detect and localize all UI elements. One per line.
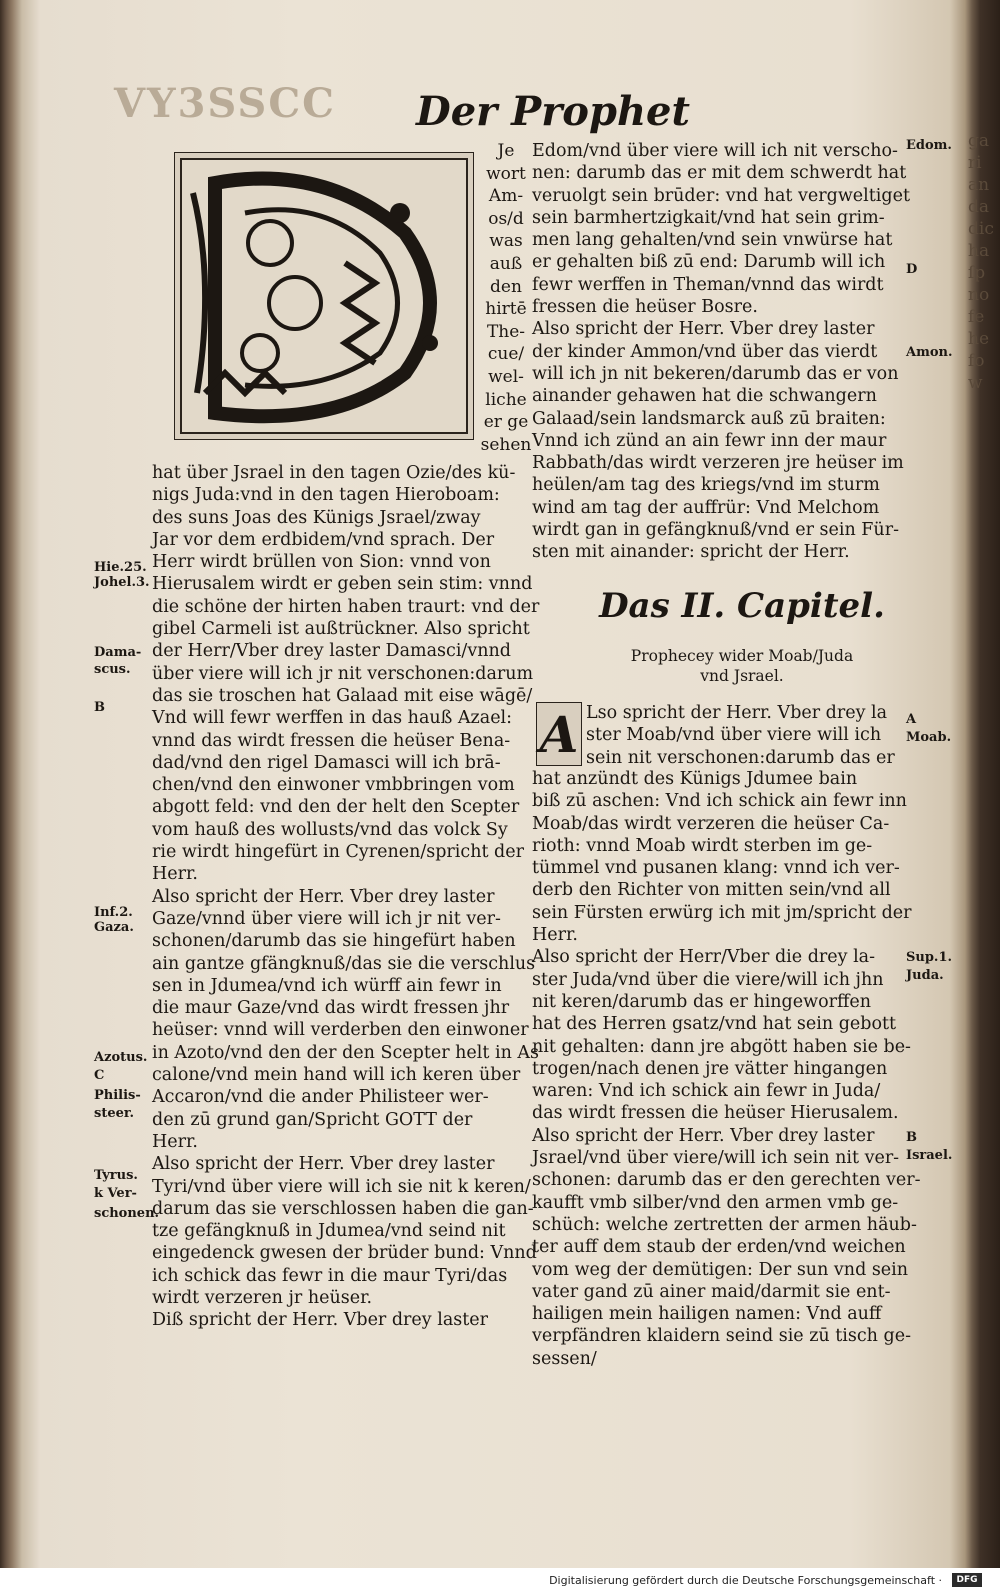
margin-note: Israel.: [906, 1148, 953, 1163]
text-line: hat anzündt des Künigs Jdumee bain: [532, 769, 858, 789]
text-line: nit keren/darumb das er hingeworffen: [532, 991, 872, 1012]
text-line: schonen: darumb das er den gerechten ver-: [532, 1170, 921, 1191]
text-line: Diß spricht der Herr. Vber drey laster: [152, 1310, 488, 1331]
col2-text-bottom: [532, 768, 952, 1370]
text-line: der Herr/Vber drey laster Damasci/vnnd: [152, 641, 511, 662]
text-line: waren: Vnd ich schick ain fewr in Juda/: [532, 1081, 881, 1102]
text-line: sen in Jdumea/vnd ich würff ain fewr in: [152, 975, 502, 996]
text-line: sehen: [480, 434, 532, 455]
text-line: wind am tag der auffrür: Vnd Melchom: [532, 497, 880, 518]
text-line: Galaad/sein landsmarck auß zū braiten:: [532, 408, 886, 429]
initial-letter: [175, 153, 176, 154]
text-line: das sie troschen hat Galaad mit eise wāgē/: [152, 685, 533, 706]
chapter-subtitle-line: Prophecey wider Moab/Juda: [630, 647, 854, 665]
text-line: Vnnd ich zünd an ain fewr inn der maur: [532, 430, 887, 451]
text-line: Edom/vnd über viere will ich nit verscho-: [532, 141, 898, 161]
text-line: schüch: welche zertretten der armen häub-: [532, 1214, 917, 1235]
text-line: schonen/darumb das sie hingefürt haben: [152, 931, 516, 952]
text-line: in Azoto/vnd den der den Scepter helt in As: [152, 1042, 540, 1063]
text-line: hirtē: [485, 299, 527, 320]
text-line: fressen die heüser Bosre.: [532, 297, 758, 318]
footer-bar: [0, 1568, 1000, 1594]
col1-text: [152, 462, 552, 1332]
margin-note: Philis-: [94, 1088, 141, 1103]
text-line: Also spricht der Herr. Vber drey laster: [532, 319, 875, 340]
text-line: verpfändren klaidern seind sie zū tisch ge-: [532, 1326, 911, 1347]
margin-note: Edom.: [906, 138, 952, 153]
left-page: [34, 0, 966, 1568]
text-line: wort: [486, 163, 526, 184]
text-line: ter auff dem staub der erden/vnd weichen: [532, 1237, 906, 1258]
margin-note: k Ver-: [94, 1186, 137, 1201]
text-line: nit gehalten: dann jre abgött haben sie be-: [532, 1036, 911, 1057]
margin-note: B: [94, 700, 105, 715]
margin-note: Sup.1.: [906, 950, 953, 965]
text-line: den: [490, 276, 522, 297]
text-line: Accaron/vnd die ander Philisteer wer-: [152, 1087, 489, 1108]
text-line: Also spricht der Herr. Vber drey laster: [532, 1125, 875, 1146]
text-line: heüser: vnnd will verderben den einwoner: [152, 1020, 529, 1041]
margin-note: Amon.: [906, 345, 953, 360]
margin-note: schonen.: [94, 1206, 160, 1221]
text-line: die maur Gaze/vnd das wirdt fressen jhr: [152, 998, 510, 1019]
text-line: ich schick das fewr in die maur Tyri/das: [152, 1265, 508, 1286]
text-line: den zū grund gan/Spricht GOTT der: [152, 1109, 473, 1130]
text-line: veruolgt sein brūder: vnd hat vergweltiget: [532, 185, 910, 206]
text-line: liche: [485, 389, 527, 410]
text-line: Hierusalem wirdt er geben sein stim: vnnd: [152, 574, 533, 595]
text-line: Gaze/vnnd über viere will ich jr nit ver-: [152, 908, 501, 929]
running-head: Der Prophet: [416, 88, 690, 135]
text-line: Herr wirdt brüllen von Sion: vnnd von: [152, 552, 491, 573]
text-line: über viere will ich jr nit verschonen:darum: [152, 663, 534, 684]
margin-note: Azotus.: [94, 1050, 148, 1065]
text-line: hat über Jsrael in den tagen Ozie/des kü-: [152, 463, 516, 483]
text-line: rioth: vnnd Moab wirdt sterben im ge-: [532, 835, 873, 856]
text-line: Rabbath/das wirdt verzeren jre heüser im: [532, 453, 904, 474]
text-line: Also spricht der Herr/Vber die drey la-: [532, 947, 876, 968]
text-line: ster Juda/vnd über die viere/will ich jhn: [532, 969, 884, 990]
margin-note: Juda.: [906, 968, 944, 983]
text-line: wirdt gan in gefängknuß/vnd er sein Für-: [532, 520, 899, 541]
text-line: auß: [489, 253, 523, 274]
text-line: ain gantze gfängknuß/das sie die verschlus: [152, 953, 536, 974]
col2-margin-notes: [906, 0, 964, 1400]
text-line: os/d: [488, 208, 524, 229]
facing-page-edge: ga ri an da dic ha ſp no fe he fo w: [968, 131, 994, 393]
dfg-logo: DFG: [952, 1573, 982, 1587]
decorative-initial: [174, 152, 474, 440]
text-line: wirdt verzeren jr heüser.: [152, 1287, 373, 1308]
footer-text: Digitalisierung gefördert durch die Deutsche Forschungsgemeinschaft ·: [549, 1574, 942, 1587]
text-line: dad/vnd den rigel Damasci will ich brā-: [152, 752, 501, 773]
text-line: hailigen mein hailigen namen: Vnd auff: [532, 1304, 882, 1325]
text-line: Also spricht der Herr. Vber drey laster: [152, 886, 495, 907]
text-line: Jar vor dem erdbidem/vnd sprach. Der: [152, 529, 495, 550]
text-line: hat des Herren gsatz/vnd hat sein gebott: [532, 1014, 897, 1035]
text-line: gibel Carmeli ist außtrückner. Also spricht: [152, 619, 530, 640]
text-line: des suns Joas des Künigs Jsrael/zway: [152, 507, 481, 528]
text-line: darum das sie verschlossen haben die gan-: [152, 1198, 534, 1219]
margin-note: Moab.: [906, 730, 952, 745]
margin-note: scus.: [94, 662, 131, 677]
text-line: abgott feld: vnd den der helt den Scepter: [152, 797, 520, 818]
text-line: Herr.: [532, 925, 578, 946]
col2-text-top: [532, 140, 952, 564]
text-line: er gehalten biß zū end: Darumb will ich: [532, 252, 886, 273]
text-line: die schöne der hirten haben traurt: vnd der: [152, 596, 540, 617]
text-line: sein nit verschonen:darumb das er: [586, 747, 895, 768]
text-line: chen/vnd den einwoner vmbbringen vom: [152, 775, 515, 796]
text-line: fewr werffen in Theman/vnnd das wirdt: [532, 274, 884, 295]
text-line: ster Moab/vnd über viere will ich: [586, 725, 882, 746]
col2-init-lines: [586, 702, 952, 769]
text-line: sten mit ainander: spricht der Herr.: [532, 542, 850, 563]
text-line: nen: darumb das er mit dem schwerdt hat: [532, 163, 907, 184]
text-line: vom hauß des wollusts/vnd das volck Sy: [152, 819, 508, 840]
margin-note: A: [906, 712, 917, 727]
text-line: men lang gehalten/vnd sein vnwürse hat: [532, 230, 893, 251]
text-line: eingedenck gwesen der brüder bund: Vnnd: [152, 1243, 537, 1264]
text-line: rie wirdt hingefürt in Cyrenen/spricht der: [152, 842, 524, 863]
text-line: biß zū aschen: Vnd ich schick ain fewr inn: [532, 791, 907, 812]
chapter-subtitle-line: vnd Jsrael.: [700, 667, 784, 685]
text-line: calone/vnd mein hand will ich keren über: [152, 1065, 521, 1086]
text-line: Je: [497, 141, 515, 161]
margin-note: Johel.3.: [94, 575, 150, 590]
text-line: Herr.: [152, 1131, 198, 1152]
text-line: der kinder Ammon/vnd über das vierdt: [532, 341, 878, 362]
text-line: vom weg der demütigen: Der sun vnd sein: [532, 1259, 909, 1280]
text-line: trogen/nach denen jre vätter hingangen: [532, 1058, 888, 1079]
margin-note: Dama-: [94, 645, 142, 660]
bleed-through-text: VY3SSCC: [114, 80, 336, 127]
text-line: nigs Juda:vnd in den tagen Hieroboam:: [152, 485, 500, 506]
text-line: sein Fürsten erwürg ich mit jm/spricht der: [532, 902, 912, 923]
text-line: Lso spricht der Herr. Vber drey la: [586, 703, 888, 723]
chapter-subtitle: [532, 646, 952, 686]
text-line: Jsrael/vnd über viere/will ich sein nit ver-: [532, 1148, 900, 1169]
margin-note: Hie.25.: [94, 560, 147, 575]
text-line: tze gefängknuß in Jdumea/vnd seind nit: [152, 1221, 506, 1242]
chapter-initial: A: [536, 702, 582, 766]
text-line: Vnd will fewr werffen in das hauß Azael:: [152, 708, 513, 729]
text-line: vater gand zū ainer maid/darmit sie ent-: [532, 1281, 891, 1302]
margin-note: Inf.2.: [94, 905, 133, 920]
col1-narrow-text: [478, 140, 534, 456]
text-line: das wirdt fressen die heüser Hierusalem.: [532, 1103, 899, 1124]
margin-note: steer.: [94, 1106, 135, 1121]
text-line: Moab/das wirdt verzeren die heüser Ca-: [532, 813, 890, 834]
text-line: was: [489, 231, 523, 252]
margin-note: D: [906, 262, 918, 277]
text-line: tümmel vnd pusanen klang: vnnd ich ver-: [532, 858, 900, 879]
text-line: Tyri/vnd über viere will ich sie nit k keren/: [152, 1176, 531, 1197]
chapter-title: Das II. Capitel.: [599, 586, 885, 626]
text-line: sein barmhertzigkait/vnd hat sein grim-: [532, 207, 885, 228]
margin-note: Tyrus.: [94, 1168, 138, 1183]
margin-note: Gaza.: [94, 920, 134, 935]
text-line: vnnd das wirdt fressen die heüser Bena-: [152, 730, 511, 751]
text-line: Am-: [488, 186, 524, 207]
text-line: ainander gehawen hat die schwangern: [532, 386, 877, 407]
text-line: wel-: [488, 366, 524, 387]
ornate-letter-icon: [175, 153, 473, 439]
text-line: cue/: [487, 344, 525, 365]
margin-note: C: [94, 1068, 105, 1083]
margin-note: B: [906, 1130, 917, 1145]
text-line: Herr.: [152, 864, 198, 885]
text-line: kaufft vmb silber/vnd den armen vmb ge-: [532, 1192, 899, 1213]
text-line: will ich jn nit bekeren/darumb das er von: [532, 363, 899, 384]
col1-margin-notes: [94, 0, 158, 1400]
text-line: derb den Richter von mitten sein/vnd all: [532, 880, 891, 901]
text-line: heülen/am tag des kriegs/vnd im sturm: [532, 475, 880, 496]
text-line: Also spricht der Herr. Vber drey laster: [152, 1154, 495, 1175]
text-line: sessen/: [532, 1348, 597, 1369]
text-line: er ge: [483, 412, 529, 433]
text-line: The-: [486, 321, 526, 342]
